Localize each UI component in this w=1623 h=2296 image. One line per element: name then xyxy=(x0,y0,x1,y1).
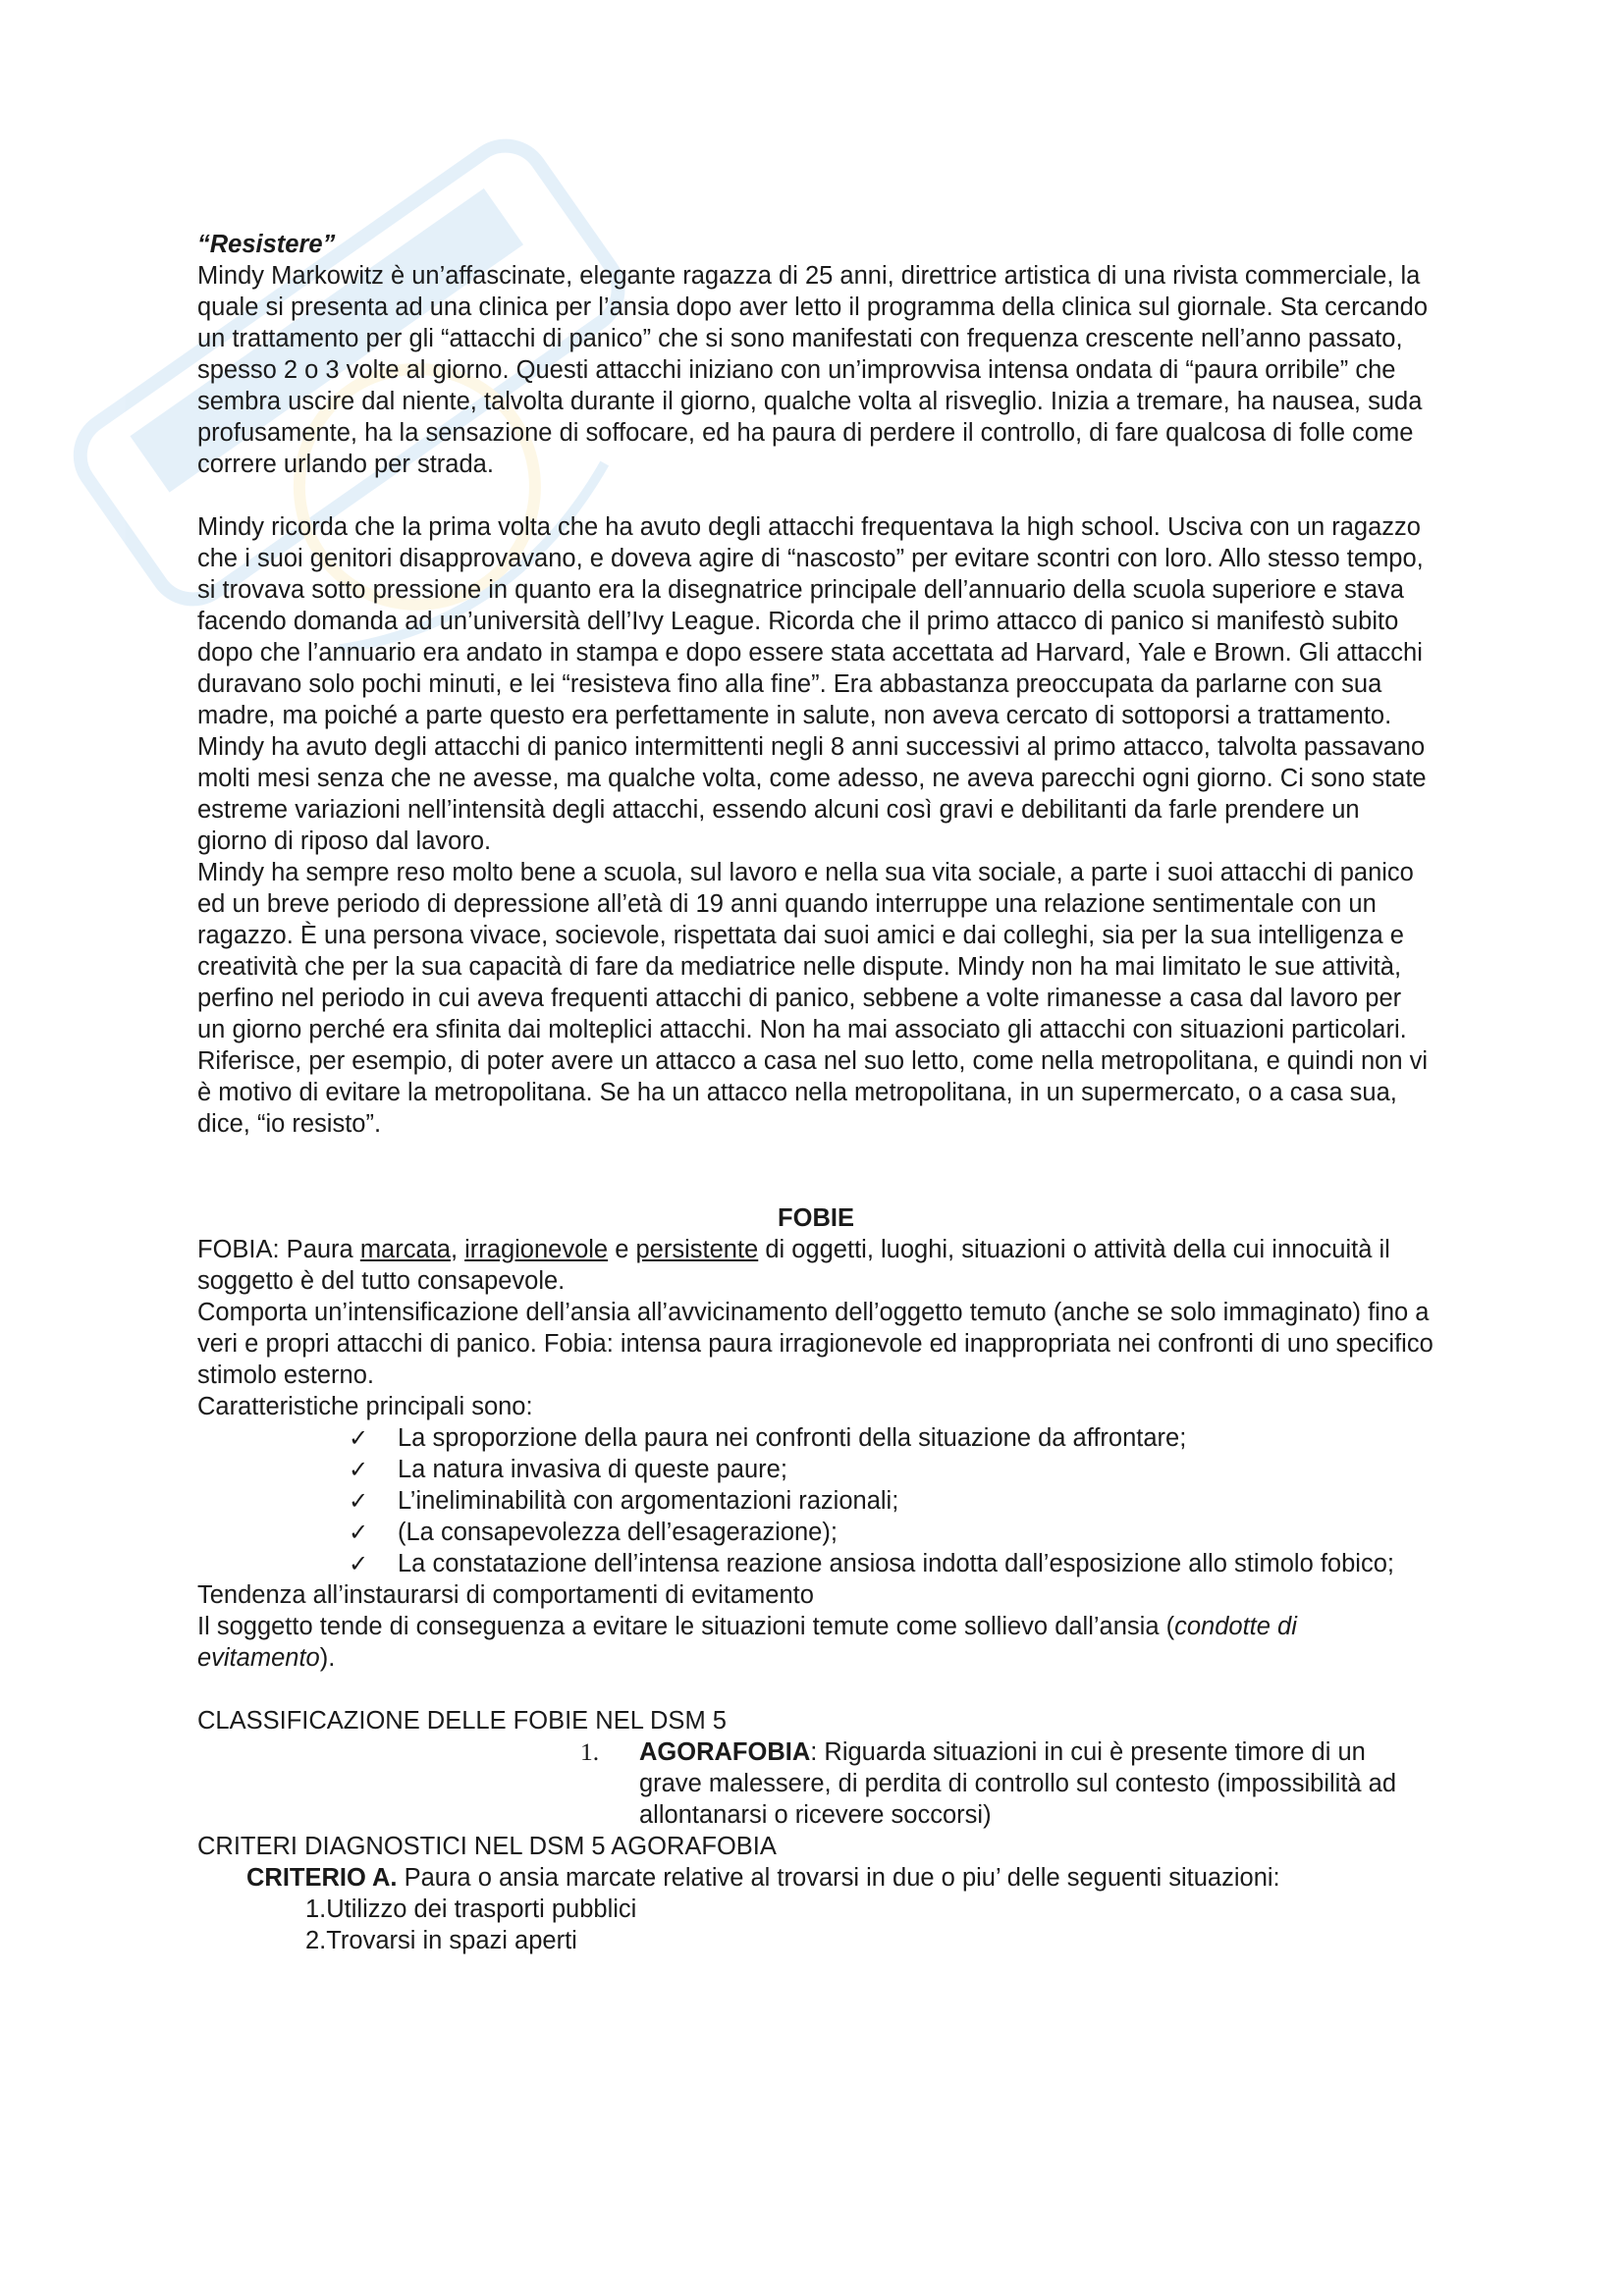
checkmark-icon: ✓ xyxy=(349,1487,369,1515)
avoidance-prefix: Il soggetto tende di conseguenza a evitare le situazioni temute come sollievo dall’ansia ( xyxy=(197,1613,1175,1640)
criterion-a xyxy=(197,1862,1434,1894)
checkmark-icon: ✓ xyxy=(349,1550,369,1577)
list-item xyxy=(345,1517,1434,1548)
criterion-text: Paura o ansia marcate relative al trovarsi in due o piu’ delle seguenti situazioni: xyxy=(397,1864,1280,1892)
list-item-text: La constatazione dell’intensa reazione ansiosa indotta dall’esposizione allo stimolo fobico; xyxy=(398,1550,1394,1577)
item-description: : Riguarda situazioni in cui è presente timore di un grave malessere, di perdita di controllo sul contesto (impossibilità ad allontanarsi o ricevere soccorsi) xyxy=(639,1738,1397,1829)
separator: , xyxy=(450,1236,465,1263)
checkmark-icon: ✓ xyxy=(349,1519,369,1546)
definition-prefix: FOBIA: Paura xyxy=(197,1236,360,1263)
avoidance-text xyxy=(197,1611,1434,1674)
list-item-text: L’ineliminabilità con argomentazioni razionali; xyxy=(398,1487,899,1515)
definition-rest: di oggetti, luoghi, situazioni o attività della cui innocuità il soggetto è del tutto consapevole. xyxy=(197,1236,1390,1295)
section-title-resistere: “Resistere” xyxy=(197,231,336,258)
fobia-definition xyxy=(197,1234,1434,1297)
resistere-paragraph-2: Mindy ricorda che la prima volta che ha avuto degli attacchi frequentava la high school. Usciva con un ragazzo che i suoi genitori disapprovavano, e doveva agire di “nascosto” per evitare scontri con loro. Allo stesso tempo, si trovava sotto pressione in quanto era la disegnatrice principale dell’annuario della scuola superiore e stava facendo domanda ad un’università dell’Ivy League. Ricorda che il primo attacco di panico si manifestò subito dopo che l’annuario era andato in stampa e dopo essere stata accettata ad Harvard, Yale e Brown. Gli attacchi duravano solo pochi minuti, e lei “resisteva fino alla fine”. Era abbastanza preoccupata da parlarne con sua madre, ma poiché a parte questo era perfettamente in salute, non aveva cercato di sottoporsi a trattamento. xyxy=(197,513,1424,729)
resistere-paragraph-3: Mindy ha avuto degli attacchi di panico intermittenti negli 8 anni successivi al primo attacco, talvolta passavano molti mesi senza che ne avesse, ma qualche volta, come adesso, ne aveva parecchi ogni giorno. Ci sono state estreme variazioni nell’intensità degli attacchi, essendo alcuni così gravi e debilitanti da farle prendere un giorno di riposo dal lavoro. xyxy=(197,733,1427,855)
list-item-text: (La consapevolezza dell’esagerazione); xyxy=(398,1519,838,1546)
list-item xyxy=(345,1485,1434,1517)
criterion-item-1: 1.Utilizzo dei trasporti pubblici xyxy=(305,1896,637,1923)
term-marcata: marcata xyxy=(359,1236,451,1263)
criteria-heading: CRITERI DIAGNOSTICI NEL DSM 5 AGORAFOBIA xyxy=(197,1833,777,1860)
document-page xyxy=(197,229,1434,1956)
fobia-paragraph-2: Comporta un’intensificazione dell’ansia all’avvicinamento dell’oggetto temuto (anche se solo immaginato) fino a veri e propri attacchi di panico. Fobia: intensa paura irragionevole ed inappropriata nei confronti di uno specifico stimolo esterno. xyxy=(197,1299,1434,1389)
list-item-text: La natura invasiva di queste paure; xyxy=(398,1456,787,1483)
checkmark-icon: ✓ xyxy=(349,1456,369,1483)
separator: e xyxy=(608,1236,636,1263)
list-item xyxy=(345,1422,1434,1454)
term-agorafobia: AGORAFOBIA xyxy=(639,1738,811,1766)
term-irragionevole: irragionevole xyxy=(464,1236,609,1263)
list-item-text: La sproporzione della paura nei confronti della situazione da affrontare; xyxy=(398,1424,1187,1452)
checkmark-icon: ✓ xyxy=(349,1424,369,1452)
section-heading-fobie: FOBIE xyxy=(778,1204,854,1232)
list-item xyxy=(345,1548,1434,1579)
criterion-label: CRITERIO A. xyxy=(246,1864,398,1892)
avoidance-term: condotte di evitamento xyxy=(197,1613,1297,1672)
features-intro: Caratteristiche principali sono: xyxy=(197,1393,533,1420)
resistere-paragraph-1: Mindy Markowitz è un’affascinate, elegante ragazza di 25 anni, direttrice artistica di una rivista commerciale, la quale si presenta ad una clinica per l’ansia dopo aver letto il programma della clinica sul giornale. Sta cercando un trattamento per gli “attacchi di panico” che si sono manifestati con frequenza crescente nell’anno passato, spesso 2 o 3 volte al giorno. Questi attacchi iniziano con un’improvvisa intensa ondata di “paura orribile” che sembra uscire dal niente, talvolta durante il giorno, qualche volta al risveglio. Inizia a tremare, ha nausea, suda profusamente, ha la sensazione di soffocare, ed ha paura di perdere il controllo, di fare qualcosa di folle come correre urlando per strada. xyxy=(197,262,1429,478)
term-persistente: persistente xyxy=(635,1236,759,1263)
tendency-text: Tendenza all’instaurarsi di comportamenti di evitamento xyxy=(197,1581,814,1609)
criterion-item-2: 2.Trovarsi in spazi aperti xyxy=(305,1927,577,1954)
item-number: 1. xyxy=(580,1737,600,1766)
resistere-paragraph-4: Mindy ha sempre reso molto bene a scuola, sul lavoro e nella sua vita sociale, a parte i suoi attacchi di panico ed un breve periodo di depressione all’età di 19 anni quando interruppe una relazione sentimentale con un ragazzo. È una persona vivace, socievole, rispettata dai suoi amici e dai colleghi, sia per la sua intelligenza e creatività che per la sua capacità di fare da mediatrice nelle dispute. Mindy non ha mai limitato le sue attività, perfino nel periodo in cui aveva frequenti attacchi di panico, sebbene a volte rimanesse a casa dal lavoro per un giorno perché era sfinita dai molteplici attacchi. Non ha mai associato gli attacchi con situazioni particolari. Riferisce, per esempio, di poter avere un attacco a casa nel suo letto, come nella metropolitana, e quindi non vi è motivo di evitare la metropolitana. Se ha un attacco nella metropolitana, in un supermercato, o a casa sua, dice, “io resisto”. xyxy=(197,859,1429,1138)
list-item xyxy=(345,1454,1434,1485)
features-list xyxy=(197,1422,1434,1579)
avoidance-suffix: ). xyxy=(319,1644,336,1672)
classification-heading: CLASSIFICAZIONE DELLE FOBIE NEL DSM 5 xyxy=(197,1707,727,1735)
classification-item-agorafobia xyxy=(197,1736,1434,1831)
